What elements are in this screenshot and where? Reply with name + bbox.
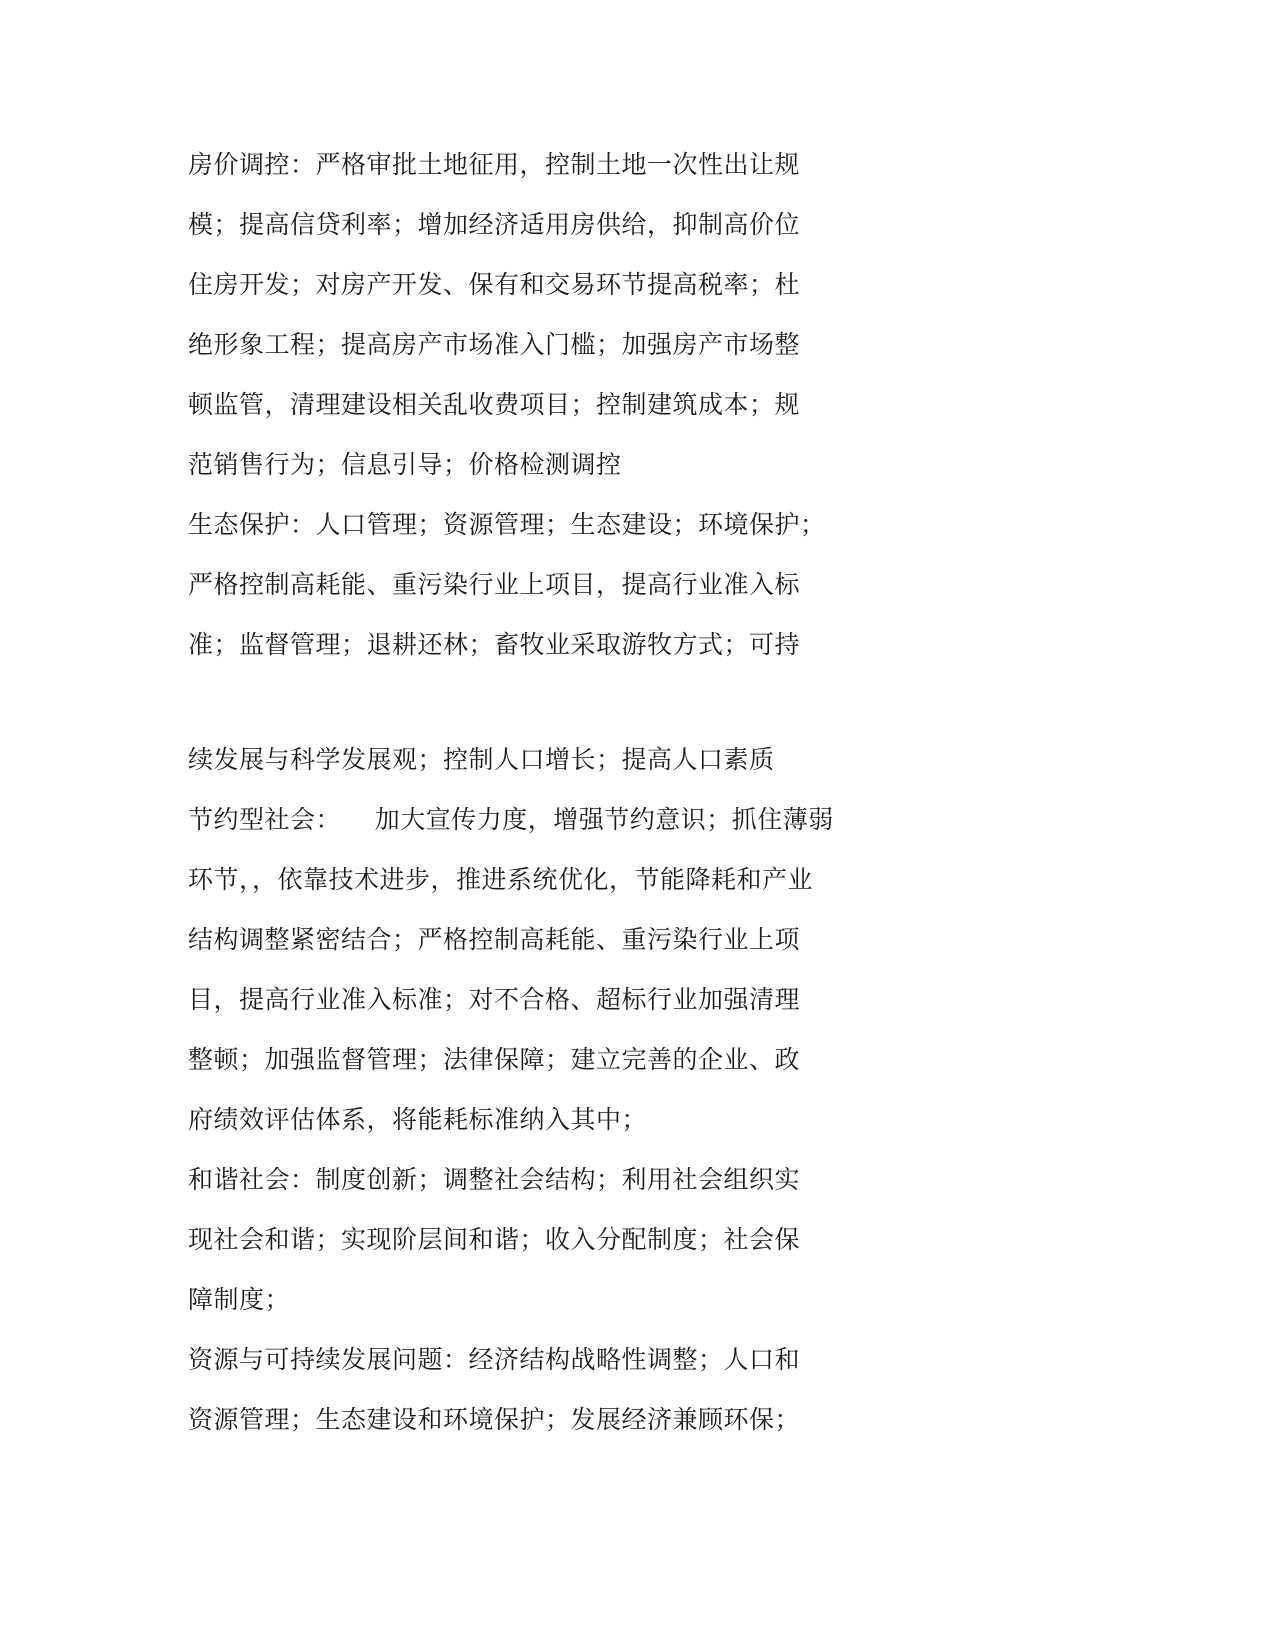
text-line: 生态保护：人口管理；资源管理；生态建设；环境保护； (188, 510, 826, 539)
text-line: 模；提高信贷利率；增加经济适用房供给，抑制高价位 (188, 210, 801, 239)
text-line: 节约型社会： 加大宣传力度，增强节约意识；抓住薄弱 (188, 805, 834, 834)
text-line: 环节，，依靠技术进步，推进系统优化，节能降耗和产业 (188, 865, 814, 894)
text-line: 府绩效评估体系，将能耗标准纳入其中； (188, 1105, 648, 1134)
text-line: 顿监管，清理建设相关乱收费项目；控制建筑成本；规 (188, 390, 801, 419)
text-line: 目，提高行业准入标准；对不合格、超标行业加强清理 (188, 985, 801, 1014)
text-line: 房价调控：严格审批土地征用，控制土地一次性出让规 (188, 150, 801, 179)
text-line: 准；监督管理；退耕还林；畜牧业采取游牧方式；可持 (188, 630, 801, 659)
text-line: 范销售行为；信息引导；价格检测调控 (188, 450, 622, 479)
text-line: 绝形象工程；提高房产市场准入门槛；加强房产市场整 (188, 330, 801, 359)
text-line: 现社会和谐；实现阶层间和谐；收入分配制度；社会保 (188, 1225, 801, 1254)
text-line: 住房开发；对房产开发、保有和交易环节提高税率；杜 (188, 270, 801, 299)
text-line: 结构调整紧密结合；严格控制高耗能、重污染行业上项 (188, 925, 801, 954)
text-line: 整顿；加强监督管理；法律保障；建立完善的企业、政 (188, 1045, 801, 1074)
text-line: 资源管理；生态建设和环境保护；发展经济兼顾环保； (188, 1405, 801, 1434)
text-line: 和谐社会：制度创新；调整社会结构；利用社会组织实 (188, 1165, 801, 1194)
text-line: 障制度； (188, 1285, 291, 1314)
text-line: 续发展与科学发展观；控制人口增长；提高人口素质 (188, 745, 775, 774)
text-line: 严格控制高耗能、重污染行业上项目，提高行业准入标 (188, 570, 801, 599)
text-line: 资源与可持续发展问题：经济结构战略性调整；人口和 (188, 1345, 801, 1374)
